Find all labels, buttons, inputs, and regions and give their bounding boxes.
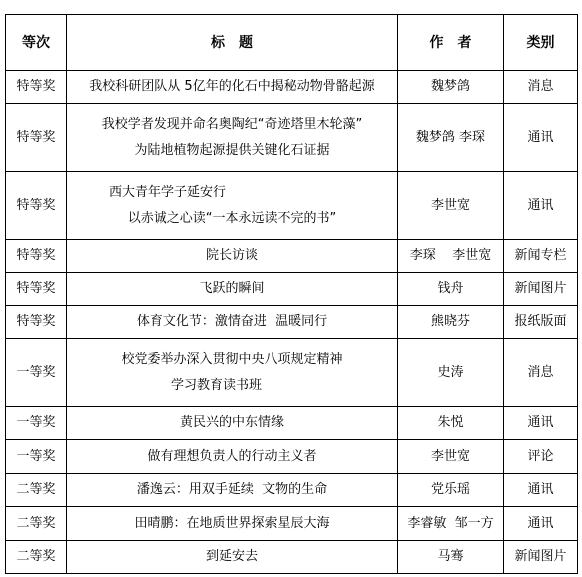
cell-author: 熊晓芬 — [398, 306, 504, 339]
cell-title — [67, 273, 398, 306]
table-row — [6, 104, 578, 172]
title-line: 田晴鹏：在地质世界探索星辰大海 — [134, 515, 330, 531]
cell-author: 李琛 李世宽 — [398, 240, 504, 273]
cell-title — [67, 172, 398, 240]
cell-title — [67, 541, 398, 574]
title-line: 院长访谈 — [205, 248, 258, 263]
cell-title — [67, 507, 398, 541]
cell-title — [67, 240, 398, 273]
table-row — [6, 71, 578, 104]
cell-title — [67, 104, 398, 172]
cell-category: 通讯 — [504, 172, 578, 240]
cell-category: 通讯 — [504, 104, 578, 172]
cell-category: 消息 — [504, 71, 578, 104]
cell-author: 李世宽 — [398, 172, 504, 240]
cell-rank: 二等奖 — [6, 507, 67, 541]
cell-rank: 二等奖 — [6, 541, 67, 574]
cell-category: 通讯 — [504, 407, 578, 440]
cell-title — [67, 474, 398, 507]
cell-category: 新闻专栏 — [504, 240, 578, 273]
table-row — [6, 172, 578, 240]
awards-table — [5, 14, 578, 574]
cell-rank: 特等奖 — [6, 172, 67, 240]
title-line: 体育文化节：激情奋进 温暖同行 — [136, 314, 328, 329]
title-line: 做有理想负责人的行动主义者 — [147, 448, 317, 464]
table-row — [6, 273, 578, 306]
table-row — [6, 240, 578, 273]
cell-category: 通讯 — [504, 474, 578, 507]
cell-rank: 特等奖 — [6, 71, 67, 104]
cell-author: 李世宽 — [398, 440, 504, 474]
header-category: 类别 — [504, 15, 578, 71]
header-author: 作 者 — [398, 15, 504, 71]
cell-author: 马骞 — [398, 541, 504, 574]
cell-author: 朱悦 — [398, 407, 504, 440]
table-row — [6, 306, 578, 339]
title-line: 学习教育读书班 — [171, 377, 263, 393]
cell-category: 消息 — [504, 339, 578, 407]
cell-title — [67, 407, 398, 440]
cell-category: 通讯 — [504, 507, 578, 541]
cell-author: 魏梦鸽 — [398, 71, 504, 104]
title-line: 潘逸云：用双手延续 文物的生命 — [136, 482, 328, 497]
table-row — [6, 474, 578, 507]
title-line: 校党委举办深入贯彻中央八项规定精神 — [121, 351, 343, 367]
cell-rank: 一等奖 — [6, 440, 67, 474]
table-row — [6, 507, 578, 541]
title-line: 到延安去 — [205, 549, 258, 564]
cell-author: 魏梦鸽 李琛 — [398, 104, 504, 172]
cell-title — [67, 440, 398, 474]
cell-rank: 一等奖 — [6, 407, 67, 440]
cell-rank: 一等奖 — [6, 339, 67, 407]
cell-author: 李睿敏 邹一方 — [398, 507, 504, 541]
cell-author: 党乐瑶 — [398, 474, 504, 507]
cell-category: 报纸版面 — [504, 306, 578, 339]
table-row — [6, 339, 578, 407]
cell-rank: 特等奖 — [6, 273, 67, 306]
title-line: 西大青年学子延安行 — [109, 184, 227, 200]
title-line: 我校学者发现并命名奥陶纪“奇迹塔里木轮藻” — [101, 116, 363, 132]
cell-rank: 特等奖 — [6, 104, 67, 172]
cell-rank: 特等奖 — [6, 240, 67, 273]
cell-category: 新闻图片 — [504, 273, 578, 306]
title-line: 以赤诚之心读“一本永远读不完的书” — [127, 210, 337, 226]
cell-author: 史涛 — [398, 339, 504, 407]
cell-title — [67, 339, 398, 407]
cell-rank: 特等奖 — [6, 306, 67, 339]
header-title: 标 题 — [67, 15, 398, 71]
cell-rank: 二等奖 — [6, 474, 67, 507]
title-line: 我校科研团队从 5亿年的化石中揭秘动物骨骼起源 — [89, 79, 375, 94]
cell-title — [67, 306, 398, 339]
title-line: 为陆地植物起源提供关键化石证据 — [134, 142, 330, 158]
cell-title — [67, 71, 398, 104]
table-row — [6, 440, 578, 474]
title-line: 飞跃的瞬间 — [199, 281, 265, 296]
table-row — [6, 407, 578, 440]
cell-category: 新闻图片 — [504, 541, 578, 574]
cell-category: 评论 — [504, 440, 578, 474]
table-header-row — [6, 15, 578, 71]
title-line: 黄民兴的中东情缘 — [179, 415, 284, 430]
header-rank: 等次 — [6, 15, 67, 71]
cell-author: 钱舟 — [398, 273, 504, 306]
table-row — [6, 541, 578, 574]
